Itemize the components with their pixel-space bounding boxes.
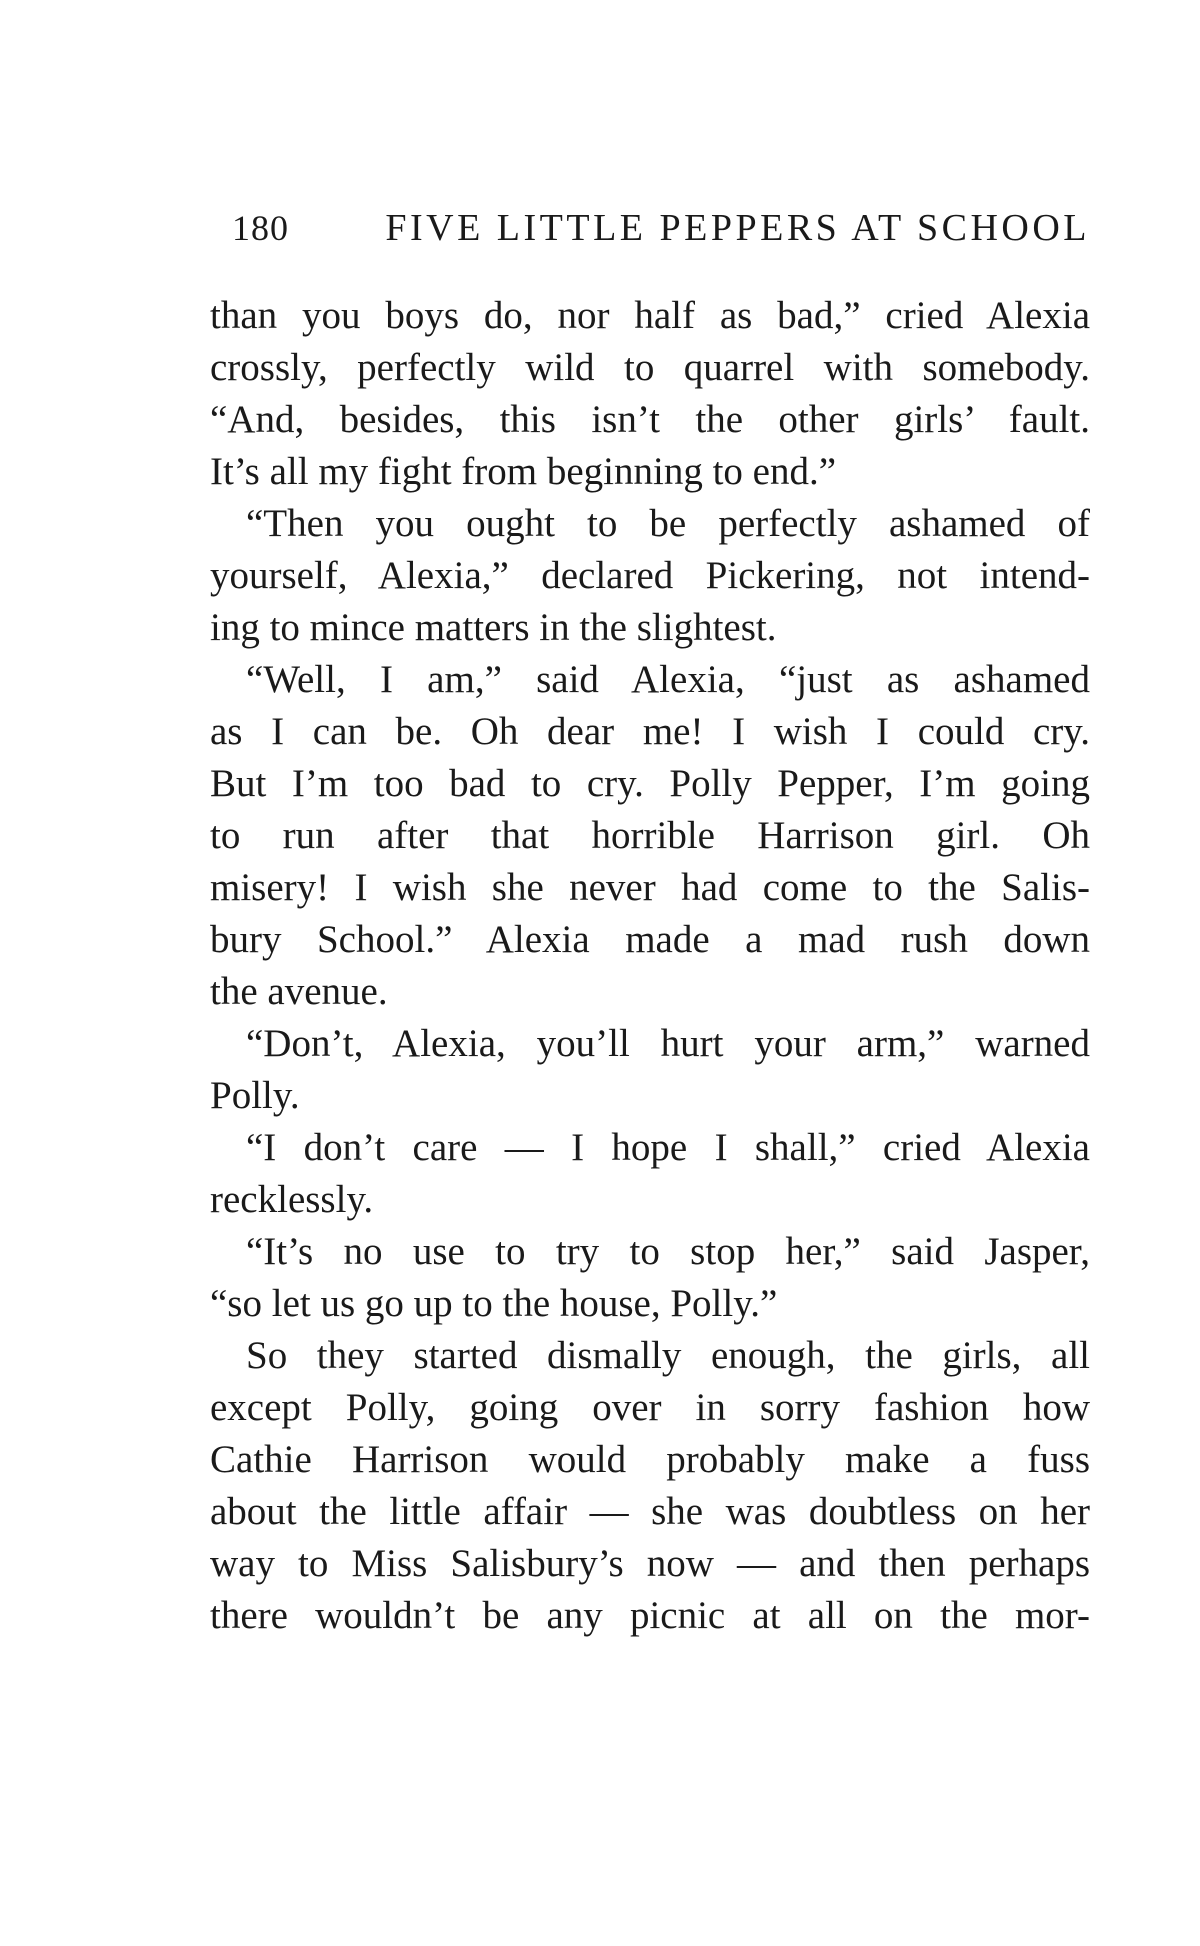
text-line: to run after that horrible Harrison girl. Oh — [210, 814, 1090, 857]
body-text — [210, 290, 1090, 1642]
running-head — [232, 206, 1090, 256]
text-line: recklessly. — [210, 1178, 374, 1221]
text-line: Cathie Harrison would probably make a fuss — [210, 1438, 1090, 1481]
text-line: So they started dismally enough, the girls, all — [246, 1334, 1090, 1377]
text-line: But I’m too bad to cry. Polly Pepper, I’m going — [210, 762, 1090, 805]
text-line: the avenue. — [210, 970, 388, 1013]
text-line: than you boys do, nor half as bad,” cried Alexia — [210, 294, 1090, 337]
text-line: except Polly, going over in sorry fashion how — [210, 1386, 1090, 1429]
text-line: “I don’t care — I hope I shall,” cried Alexia — [246, 1126, 1090, 1169]
text-line: Polly. — [210, 1074, 300, 1117]
text-line: “Then you ought to be perfectly ashamed of — [246, 502, 1090, 545]
text-line: It’s all my fight from beginning to end.” — [210, 450, 837, 493]
text-line: yourself, Alexia,” declared Pickering, not intend- — [210, 554, 1090, 597]
text-line: bury School.” Alexia made a mad rush down — [210, 918, 1090, 961]
book-title: FIVE LITTLE PEPPERS AT SCHOOL — [385, 207, 1090, 249]
text-line: ing to mince matters in the slightest. — [210, 606, 777, 649]
text-line: misery! I wish she never had come to the Salis- — [210, 866, 1090, 909]
text-line: “It’s no use to try to stop her,” said Jasper, — [246, 1230, 1090, 1273]
text-line: way to Miss Salisbury’s now — and then perhaps — [210, 1542, 1090, 1585]
text-line: there wouldn’t be any picnic at all on the mor- — [210, 1594, 1090, 1637]
text-line: crossly, perfectly wild to quarrel with somebody. — [210, 346, 1090, 389]
text-line: “And, besides, this isn’t the other girls’ fault. — [210, 398, 1090, 441]
page-number: 180 — [232, 208, 289, 248]
text-line: about the little affair — she was doubtless on her — [210, 1490, 1090, 1533]
text-line: “Well, I am,” said Alexia, “just as ashamed — [246, 658, 1090, 701]
text-line: as I can be. Oh dear me! I wish I could cry. — [210, 710, 1090, 753]
text-line: “Don’t, Alexia, you’ll hurt your arm,” warned — [246, 1022, 1090, 1065]
text-line: “so let us go up to the house, Polly.” — [210, 1282, 778, 1325]
